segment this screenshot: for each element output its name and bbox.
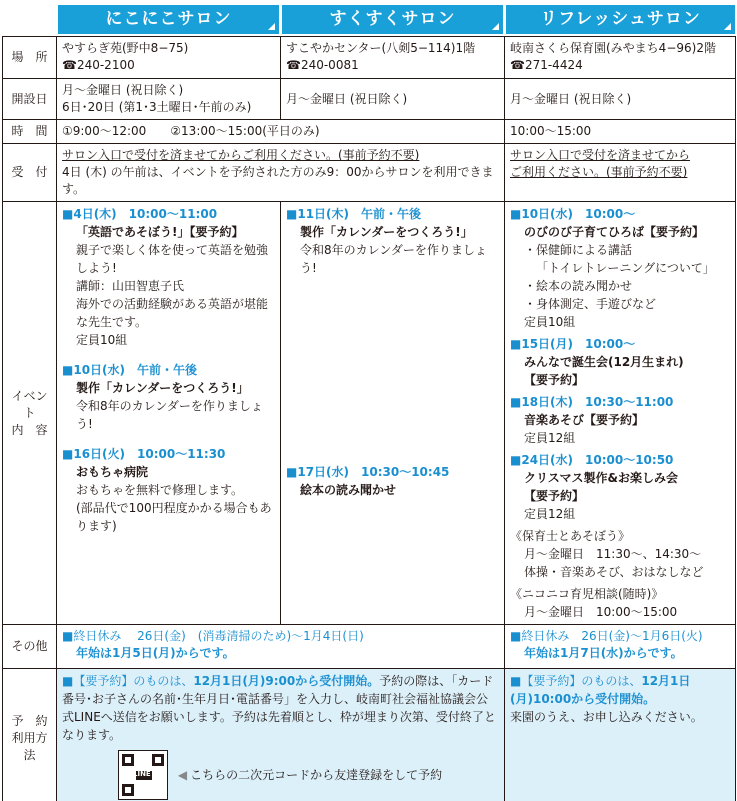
time-nikoniko-sukusuku: ①9:00〜12:00 ②13:00〜15:00(平日のみ): [57, 120, 505, 144]
corner-triangle: [268, 23, 275, 30]
event-title: 製作「カレンダーをつくろう!」: [300, 225, 473, 240]
reception-note: 4日 (木) の午前は、イベントを予約された方のみ9：00からサロンを利用できます。: [62, 165, 494, 197]
place-name: すこやかセンター(八剣5−114)1階: [286, 41, 476, 55]
reserve-prefix: ■【要予約】のものは、: [510, 674, 642, 689]
reserve-prefix: ■【要予約】のものは、: [62, 674, 194, 689]
event-text: 定員12組: [524, 507, 576, 522]
event-text: おもちゃを無料で修理します。: [76, 483, 244, 498]
reception-line: ご利用ください。(事前予約不要): [510, 165, 688, 180]
event-item: [62, 445, 275, 535]
place-sukusuku: [281, 37, 505, 79]
event-text: 海外での活動経験がある英語が堪能な先生です。: [76, 297, 269, 330]
reception-nikoniko-sukusuku: [57, 144, 505, 202]
event-item: [510, 393, 730, 447]
row-time: [3, 120, 736, 144]
reception-line: サロン入口で受付を済ませてから: [510, 148, 691, 163]
event-date: ■18日(木) 10:30〜11:00: [510, 395, 674, 410]
reserve-refresh: [505, 669, 736, 801]
corner-triangle: [492, 23, 499, 30]
reception-line: サロン入口で受付を済ませてからご利用ください。(事前予約不要): [62, 148, 420, 163]
reserve-detail: 来園のうえ、お申し込みください。: [510, 710, 703, 725]
place-phone: ☎240-0081: [286, 58, 359, 73]
qr-caption: こちらの二次元コードから友達登録をして予約: [190, 767, 443, 782]
event-text: ・保健師による講話: [524, 243, 633, 258]
events-nikoniko: [57, 202, 281, 625]
newyear-line: 年始は1月5日(月)からです。: [76, 646, 235, 661]
qr-block: [62, 744, 499, 800]
other-nikoniko-sukusuku: [57, 625, 505, 669]
place-name: やすらぎ苑(野中8−75): [62, 41, 189, 55]
days-sukusuku: 月〜金曜日 (祝日除く): [281, 79, 505, 120]
event-item: [62, 361, 275, 433]
event-text: 親子で楽しく体を使って英語を勉強しよう!: [76, 243, 269, 276]
event-date: ■16日(火) 10:00〜11:30: [62, 447, 226, 462]
extra-title: 《保育士とあそぼう》: [510, 529, 631, 544]
event-title: クリスマス製作&お楽しみ会: [524, 471, 678, 486]
label-days: 開設日: [3, 79, 57, 120]
extra-item: [510, 585, 730, 621]
label-reception: 受 付: [3, 144, 57, 202]
label-other: その他: [3, 625, 57, 669]
days-line: 6日･20日 (第1･3土曜日･午前のみ): [62, 100, 252, 115]
event-text: (部品代で100円程度かかる場合もあります): [76, 501, 272, 534]
label-events: イベント 内 容: [3, 202, 57, 625]
event-item: [62, 205, 275, 349]
event-date: ■4日(木) 10:00〜11:00: [62, 207, 218, 222]
event-title: 製作「カレンダーをつくろう!」: [76, 381, 249, 396]
extra-item: [510, 527, 730, 581]
event-item: [510, 335, 730, 389]
event-text: 定員10組: [524, 315, 576, 330]
event-title: おもちゃ病院: [76, 465, 149, 480]
event-text: 「トイレトレーニングについて」: [536, 261, 715, 276]
event-item: [510, 451, 730, 523]
events-refresh: [505, 202, 736, 625]
event-date: ■17日(水) 10:30〜10:45: [286, 465, 450, 480]
reception-refresh: [505, 144, 736, 202]
event-title: 絵本の読み聞かせ: [300, 483, 397, 498]
holiday-line: ■終日休み 26日(金)〜1月6日(火): [510, 629, 703, 644]
event-date: ■24日(水) 10:00〜10:50: [510, 453, 674, 468]
extra-text: 月〜金曜日 11:30〜、14:30〜: [524, 547, 702, 562]
event-text: 講師：山田智恵子氏: [76, 279, 185, 294]
reserve-start: 12月1日(月)9:00から受付開始。: [193, 674, 380, 689]
corner-triangle: [724, 23, 731, 30]
row-reception: [3, 144, 736, 202]
reserve-detail: 予約の際は、「カード番号･お子さんの名前･生年月日･電話番号」を入力し、岐南町社会福祉協議会公式LINEへ送信をお願いします。予約は先着順とし、枠が埋まり次第、受付終了となります。: [62, 674, 496, 743]
reserve-nikoniko-sukusuku: [57, 669, 505, 801]
events-sukusuku: [281, 202, 505, 625]
header-nikoniko: [58, 5, 279, 34]
event-text: ・身体測定、手遊びなど: [524, 297, 657, 312]
event-item: [510, 205, 730, 331]
label-place: 場 所: [3, 37, 57, 79]
reserve-start: 12月1日(月)10:00から受付開始。: [510, 674, 691, 707]
row-reserve: [3, 669, 736, 801]
days-nikoniko: [57, 79, 281, 120]
place-refresh: [505, 37, 736, 79]
event-text: 定員12組: [524, 431, 576, 446]
event-item: [286, 463, 499, 499]
event-title: 音楽あそび【要予約】: [524, 413, 645, 428]
event-item: [286, 205, 499, 277]
header-sukusuku: [282, 5, 503, 34]
extra-text: 体操・音楽あそび、おはなしなど: [524, 565, 704, 580]
event-text: ・絵本の読み聞かせ: [524, 279, 633, 294]
other-refresh: [505, 625, 736, 669]
label-time: 時 間: [3, 120, 57, 144]
extra-title: 《ニコニコ育児相談(随時)》: [510, 587, 664, 602]
header-refresh-label: リフレッシュサロン: [540, 9, 701, 30]
event-title: 【要予約】: [524, 373, 585, 388]
event-text: 令和8年のカレンダーを作りましょう!: [76, 399, 263, 432]
header-refresh: [506, 5, 735, 34]
row-place: [3, 37, 736, 79]
header-sukusuku-label: すくすくサロン: [329, 9, 456, 30]
event-title: 「英語であそぼう!」【要予約】: [76, 225, 244, 240]
event-text: 定員10組: [76, 333, 128, 348]
days-line: 月〜金曜日 (祝日除く): [62, 83, 184, 97]
pointer-triangle-icon: ◀: [177, 767, 188, 782]
event-title: みんなで誕生会(12月生まれ): [524, 355, 684, 370]
event-title: のびのび子育てひろば【要予約】: [524, 225, 705, 240]
reserve-text: [510, 672, 730, 726]
holiday-line: ■終日休み 26日(金) (消毒清掃のため)〜1月4日(日): [62, 629, 364, 644]
event-date: ■10日(水) 10:00〜: [510, 207, 636, 222]
event-title: 【要予約】: [524, 489, 585, 504]
label-reserve: 予 約 利用方法: [3, 669, 57, 801]
extra-text: 月〜金曜日 10:00〜15:00: [524, 605, 678, 620]
place-phone: ☎240-2100: [62, 58, 135, 73]
event-date: ■11日(木) 午前・午後: [286, 207, 422, 222]
event-date: ■15日(月) 10:00〜: [510, 337, 636, 352]
schedule-table: [2, 36, 736, 801]
row-days: [3, 79, 736, 120]
row-events: [3, 202, 736, 625]
time-refresh: 10:00〜15:00: [505, 120, 736, 144]
event-text: 令和8年のカレンダーを作りましょう!: [300, 243, 487, 276]
days-refresh: 月〜金曜日 (祝日除く): [505, 79, 736, 120]
event-date: ■10日(水) 午前・午後: [62, 363, 198, 378]
place-name: 岐南さくら保育園(みやまち4−96)2階: [510, 41, 716, 55]
place-nikoniko: [57, 37, 281, 79]
qr-code-icon[interactable]: LINE: [118, 750, 168, 800]
header-nikoniko-label: にこにこサロン: [105, 9, 232, 30]
newyear-line: 年始は1月7日(水)からです。: [524, 646, 683, 661]
reserve-text: [62, 672, 499, 744]
place-phone: ☎271-4424: [510, 58, 583, 73]
row-other: [3, 625, 736, 669]
